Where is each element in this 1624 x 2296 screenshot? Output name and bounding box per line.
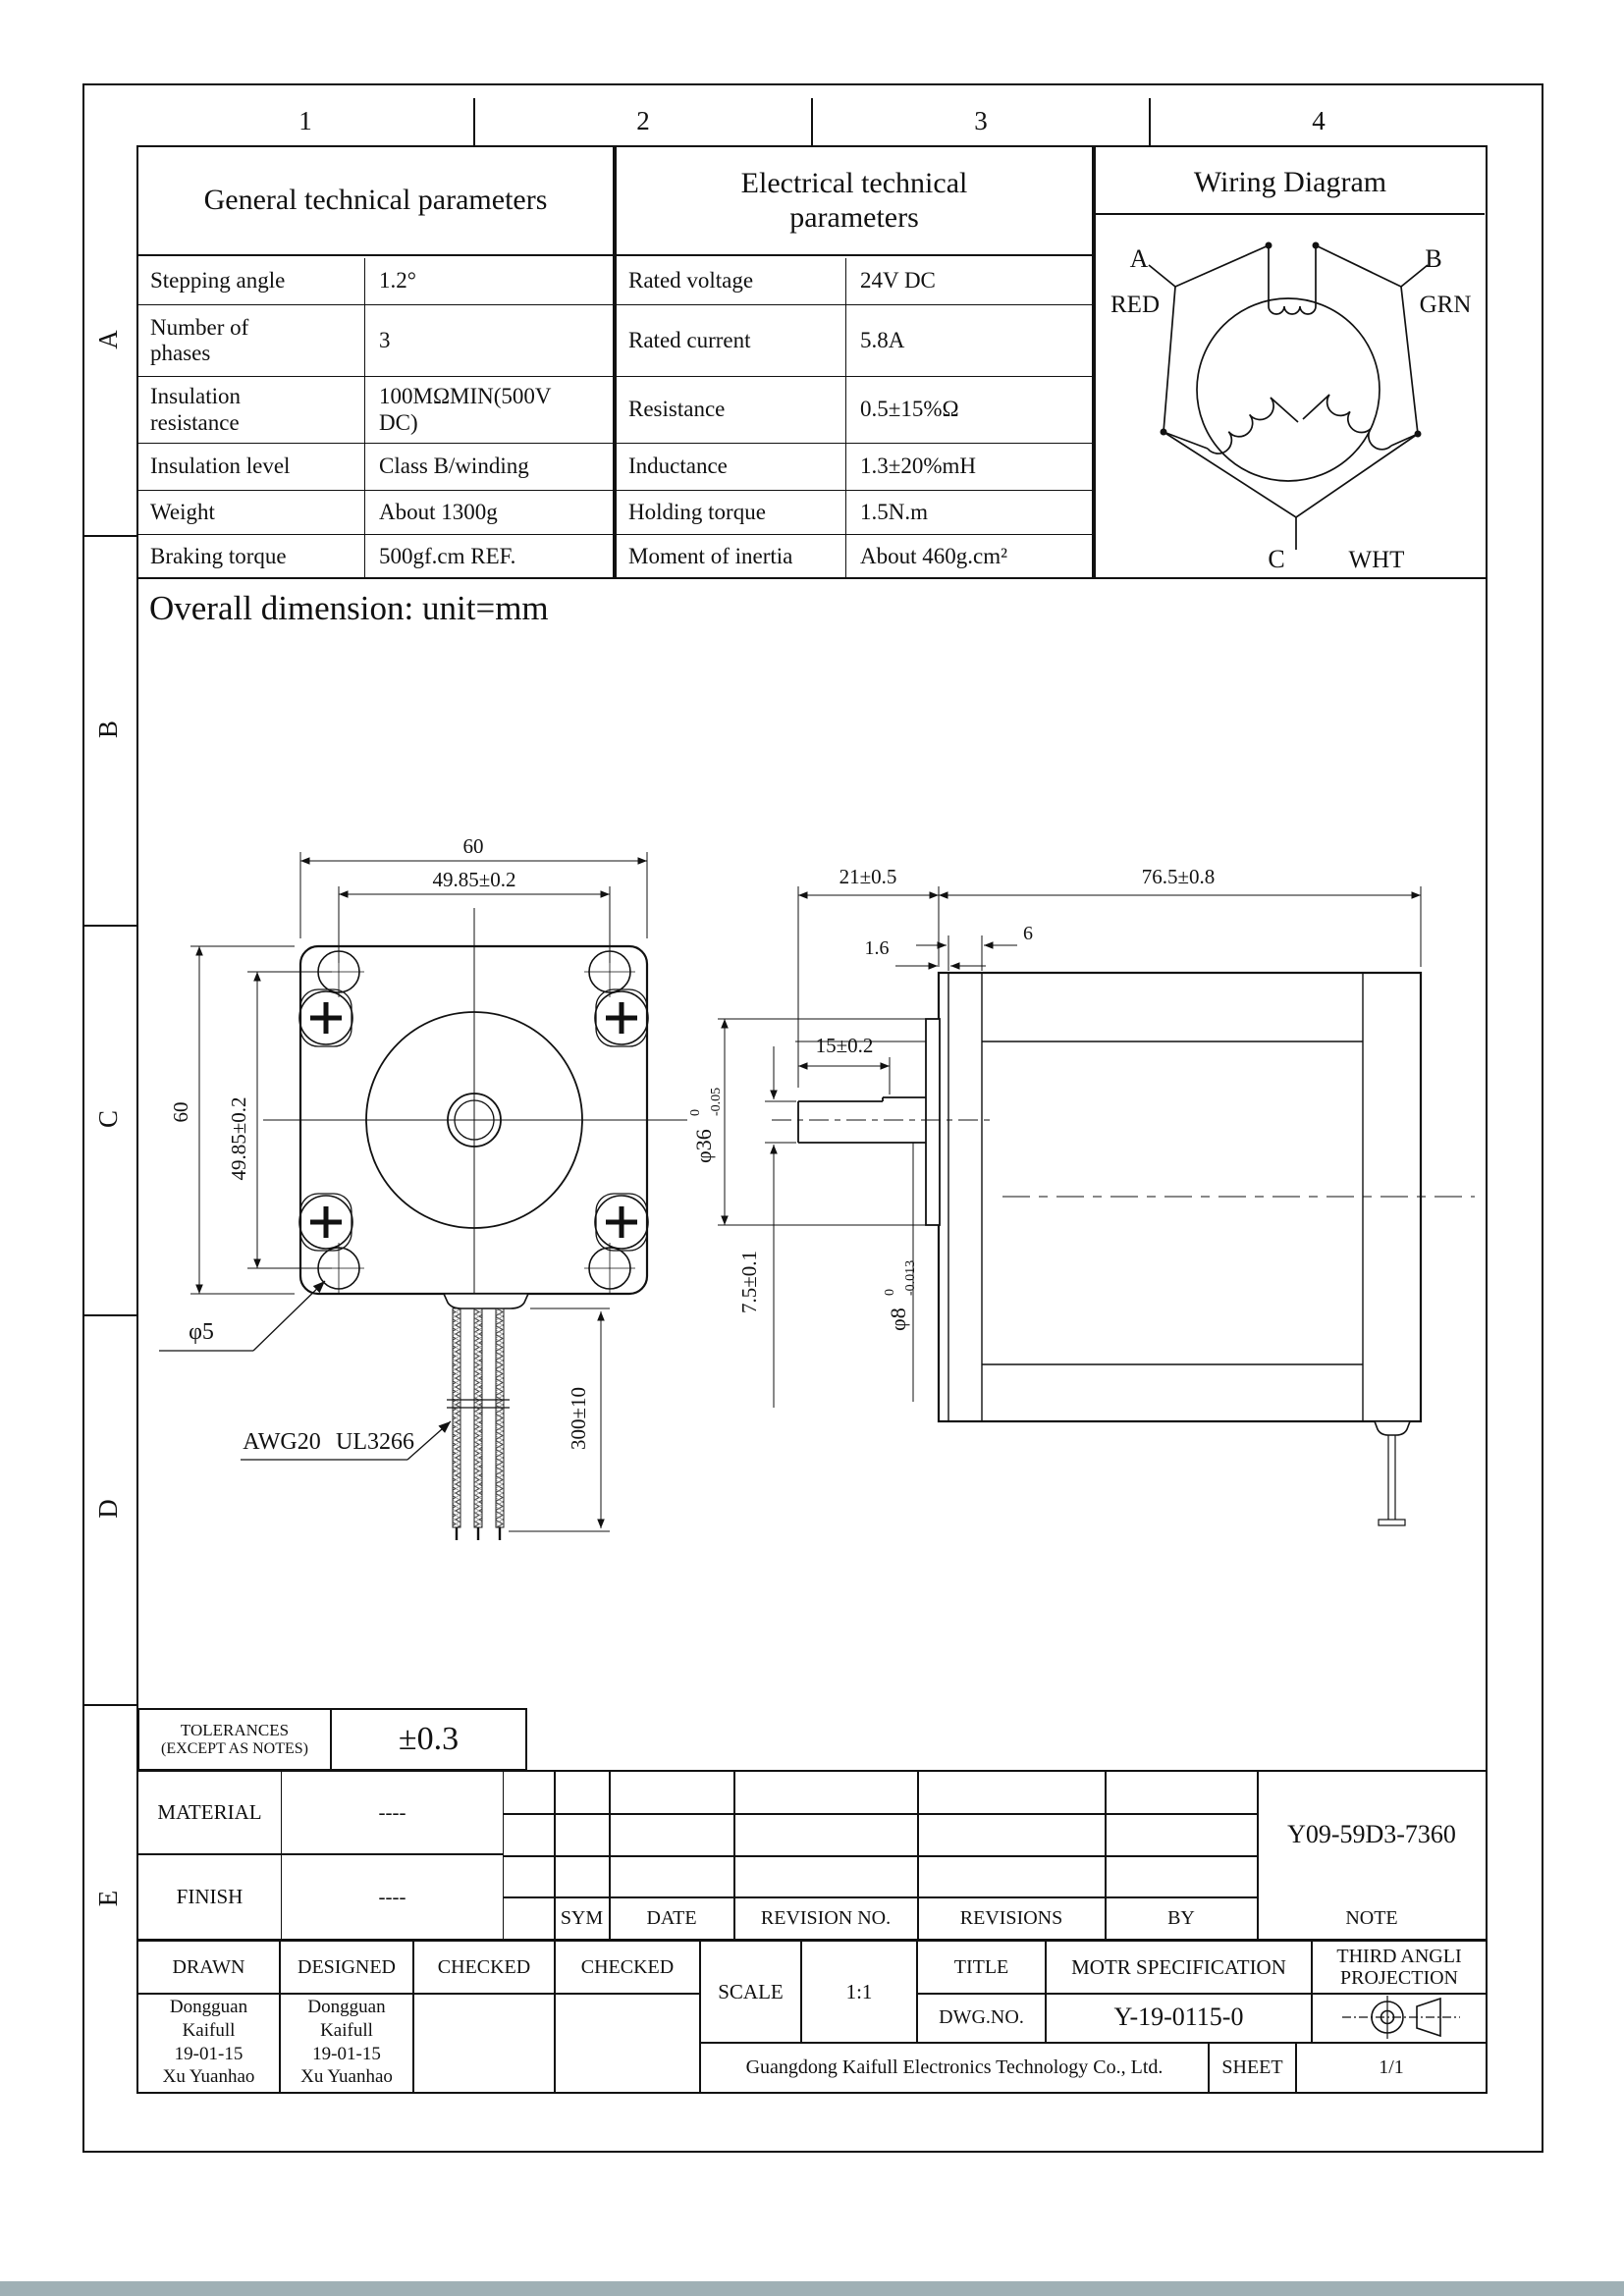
coil-left bbox=[1208, 398, 1273, 454]
designed-info: Dongguan Kaifull 19-01-15 Xu Yuanhao bbox=[300, 1997, 393, 2088]
terminal-b-label: B bbox=[1425, 244, 1442, 273]
title-value: MOTR SPECIFICATION bbox=[1071, 1954, 1286, 1979]
tolerances-value-box: ±0.3 bbox=[330, 1708, 527, 1771]
param-label: Inductance bbox=[617, 444, 846, 491]
rear-wire bbox=[1375, 1421, 1410, 1525]
wire-type-label: UL3266 bbox=[336, 1429, 414, 1455]
coil-top bbox=[1269, 306, 1316, 314]
param-label: Rated voltage bbox=[617, 258, 846, 305]
finish-value: ---- bbox=[282, 1855, 504, 1939]
svg-text:φ8: φ8 bbox=[886, 1308, 910, 1331]
svg-text:0: 0 bbox=[883, 1289, 897, 1296]
zone-col-4: 4 bbox=[1312, 106, 1326, 136]
dim-hole-spacing-v: 49.85±0.2 bbox=[227, 1096, 250, 1181]
wiring-diagram-title: Wiring Diagram bbox=[1193, 166, 1387, 198]
svg-text:-0.05: -0.05 bbox=[709, 1087, 724, 1116]
general-table-title: General technical parameters bbox=[138, 147, 613, 256]
drawn-label: DRAWN bbox=[172, 1955, 245, 1978]
dim-flat-len: 15±0.2 bbox=[815, 1034, 874, 1057]
dim-step: 6 bbox=[1023, 923, 1033, 944]
zone-row-c: C bbox=[93, 1110, 124, 1129]
param-label: Weight bbox=[138, 491, 365, 535]
param-label: Braking torque bbox=[138, 535, 365, 579]
svg-text:-0.013: -0.013 bbox=[903, 1259, 918, 1296]
electrical-table-title: Electrical technical parameters bbox=[617, 147, 1092, 256]
drawn-info: Dongguan Kaifull 19-01-15 Xu Yuanhao bbox=[162, 1997, 255, 2088]
finish-label: FINISH bbox=[138, 1855, 282, 1939]
param-label: Stepping angle bbox=[138, 258, 365, 305]
pilot-boss bbox=[926, 1019, 940, 1225]
section-title: Overall dimension: unit=mm bbox=[149, 589, 549, 627]
param-value: 5.8A bbox=[846, 305, 1092, 377]
side-view bbox=[688, 865, 1475, 1525]
rev-header-note: NOTE bbox=[1345, 1906, 1398, 1929]
zone-tick-left-2 bbox=[82, 925, 136, 927]
terminal-a-label: A bbox=[1129, 244, 1149, 273]
param-label: Moment of inertia bbox=[617, 535, 846, 579]
param-value: 3 bbox=[365, 305, 613, 377]
rev-header-revisions: REVISIONS bbox=[959, 1906, 1063, 1929]
zone-col-3: 3 bbox=[974, 106, 988, 136]
dim-front-len: 21±0.5 bbox=[839, 865, 897, 888]
wire-exit-tab bbox=[444, 1294, 528, 1308]
checked2-label: CHECKED bbox=[580, 1955, 675, 1978]
note-value: Y09-59D3-7360 bbox=[1287, 1819, 1456, 1848]
third-angle-symbol bbox=[1313, 1993, 1486, 2042]
zone-row-e: E bbox=[93, 1890, 124, 1907]
zone-tick-top-2 bbox=[811, 98, 813, 145]
dwg-no-label: DWG.NO. bbox=[939, 2005, 1024, 2028]
param-value: 1.2° bbox=[365, 258, 613, 305]
dim-plate: 1.6 bbox=[864, 937, 890, 959]
sheet-label: SHEET bbox=[1221, 2056, 1283, 2078]
zone-tick-top-3 bbox=[1149, 98, 1151, 145]
svg-text:0: 0 bbox=[688, 1109, 703, 1116]
param-value: 24V DC bbox=[846, 258, 1092, 305]
param-value: 100MΩMIN(500V DC) bbox=[365, 377, 613, 444]
zone-col-2: 2 bbox=[636, 106, 650, 136]
param-value: 1.3±20%mH bbox=[846, 444, 1092, 491]
param-value: Class B/winding bbox=[365, 444, 613, 491]
param-label: Resistance bbox=[617, 377, 846, 444]
dwg-no-value: Y-19-0115-0 bbox=[1113, 2002, 1244, 2032]
zone-row-a: A bbox=[93, 330, 124, 349]
param-value: 0.5±15%Ω bbox=[846, 377, 1092, 444]
scale-label: SCALE bbox=[718, 1979, 784, 2003]
dim-hole-dia: φ5 bbox=[189, 1319, 214, 1345]
wire-a-label: RED bbox=[1110, 292, 1160, 318]
dimension-drawings bbox=[136, 579, 1488, 1708]
param-label: Rated current bbox=[617, 305, 846, 377]
dim-height: 60 bbox=[169, 1101, 192, 1123]
rev-header-revision-no: REVISION NO. bbox=[760, 1906, 892, 1929]
param-label: Holding torque bbox=[617, 491, 846, 535]
zone-tick-left-1 bbox=[82, 535, 136, 537]
param-value: About 460g.cm² bbox=[860, 544, 1007, 569]
zone-tick-top-1 bbox=[473, 98, 475, 145]
wire-b-label: GRN bbox=[1419, 292, 1472, 318]
lead-wires bbox=[447, 1308, 510, 1540]
param-value: 500gf.cm REF. bbox=[379, 544, 516, 569]
dim-body-len: 76.5±0.8 bbox=[1141, 865, 1216, 888]
designed-label: DESIGNED bbox=[298, 1955, 396, 1978]
zone-tick-left-3 bbox=[82, 1314, 136, 1316]
company-name: Guangdong Kaifull Electronics Technology Co., Ltd. bbox=[745, 2056, 1164, 2078]
param-value: About 1300g bbox=[365, 491, 613, 535]
param-label: Insulation level bbox=[138, 444, 365, 491]
param-value: 1.5N.m bbox=[846, 491, 1092, 535]
zone-col-1: 1 bbox=[298, 106, 312, 136]
front-view bbox=[159, 834, 687, 1540]
terminal-c-label: C bbox=[1268, 545, 1285, 573]
third-angle-projection-icon bbox=[1330, 1993, 1468, 2042]
dim-width: 60 bbox=[462, 834, 484, 858]
dim-boss-dia-group bbox=[688, 1088, 724, 1163]
rev-header-by: BY bbox=[1167, 1906, 1195, 1929]
svg-text:φ36: φ36 bbox=[691, 1129, 716, 1163]
wire-gauge-label: AWG20 bbox=[243, 1429, 321, 1455]
param-label: Insulation resistance bbox=[138, 377, 365, 444]
checked1-label: CHECKED bbox=[437, 1955, 531, 1978]
sheet-value: 1/1 bbox=[1379, 2056, 1404, 2078]
material-label: MATERIAL bbox=[138, 1772, 282, 1855]
zone-tick-left-4 bbox=[82, 1704, 136, 1706]
zone-row-d: D bbox=[93, 1499, 124, 1519]
tolerances-label-box: TOLERANCES (EXCEPT AS NOTES) bbox=[137, 1708, 332, 1771]
dim-flat-depth: 7.5±0.1 bbox=[737, 1250, 761, 1314]
page-bottom-strip bbox=[0, 2281, 1624, 2296]
rev-header-date: DATE bbox=[646, 1906, 697, 1929]
param-label: Number of phases bbox=[138, 305, 365, 377]
title-label: TITLE bbox=[953, 1955, 1009, 1978]
dim-hole-spacing-h: 49.85±0.2 bbox=[432, 868, 516, 891]
material-value: ---- bbox=[282, 1772, 504, 1855]
zone-row-b: B bbox=[93, 721, 124, 739]
wiring-diagram-box bbox=[1094, 145, 1488, 579]
wiring-diagram bbox=[1096, 147, 1485, 576]
dim-wire-length: 300±10 bbox=[567, 1386, 590, 1451]
coil-right bbox=[1327, 395, 1391, 450]
projection-label: THIRD ANGLI PROJECTION bbox=[1336, 1946, 1462, 1989]
stator-circle bbox=[1197, 298, 1380, 481]
rev-header-sym: SYM bbox=[560, 1906, 604, 1929]
scale-value: 1:1 bbox=[845, 1979, 873, 2003]
wire-c-label: WHT bbox=[1348, 547, 1405, 573]
